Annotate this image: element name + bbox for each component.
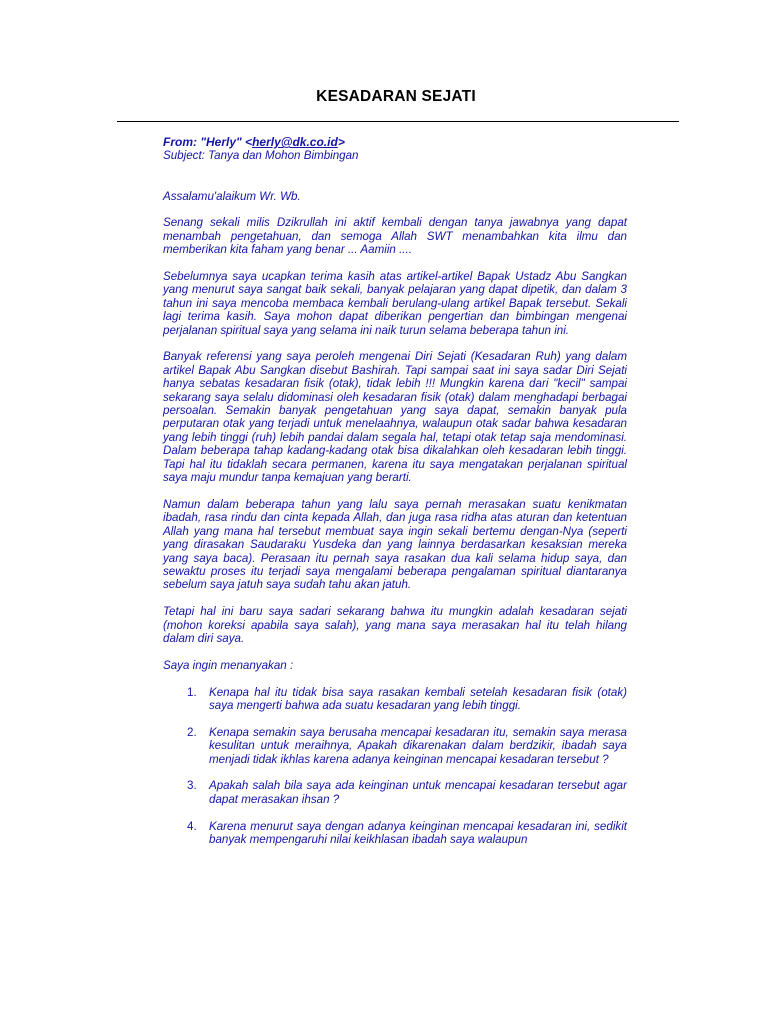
question-number: 3. — [187, 779, 197, 793]
from-email-link[interactable]: herly@dk.co.id — [252, 135, 338, 149]
question-number: 1. — [187, 685, 197, 699]
question-item — [163, 686, 627, 713]
subject-line: Subject: Tanya dan Mohon Bimbingan — [163, 149, 359, 163]
questions-intro: Saya ingin menanyakan : — [163, 658, 294, 672]
email-header — [163, 136, 627, 163]
question-number: 4. — [187, 819, 197, 833]
question-number: 2. — [187, 725, 197, 739]
paragraph: Namun dalam beberapa tahun yang lalu saya pernah merasakan suatu kenikmatan ibadah, rasa rindu dan cinta kepada Allah, dan juga rasa ridha atas aturan dan ketentuan Allah yang mana hal tersebut membuat saya ingin sekali bertemu dengan-Nya (seperti yang dirasakan Saudaraku Yusdeka dan yang lainnya berdasarkan kesaksian mereka yang saya baca). Perasaan itu pernah saya rasakan dua kali selama hidup saya, dan sewaktu proses itu terjadi saya mengalami beberapa pengalaman spiritual diantaranya sebelum saya jatuh saya sudah tahu akan jatuh. — [163, 497, 627, 592]
question-text: Karena menurut saya dengan adanya keinginan mencapai kesadaran ini, sedikit banyak mempengaruhi nilai keikhlasan ibadah saya walaupun — [209, 819, 627, 846]
question-text: Apakah salah bila saya ada keinginan untuk mencapai kesadaran tersebut agar dapat merasakan ihsan ? — [209, 779, 627, 806]
title-divider — [117, 121, 679, 122]
paragraph: Sebelumnya saya ucapkan terima kasih atas artikel-artikel Bapak Ustadz Abu Sangkan yang menurut saya sangat baik sekali, banyak pelajaran yang dapat dipetik, dan dalam 3 tahun ini saya mencoba membaca kembali berulang-ulang artikel Bapak tersebut. Sekali lagi terima kasih. Saya mohon dapat diberikan pengertian dan bimbingan mengenai perjalanan spiritual saya yang selama ini naik turun selama beberapa tahun ini. — [163, 270, 627, 337]
greeting: Assalamu'alaikum Wr. Wb. — [163, 189, 301, 203]
letter-body — [163, 136, 627, 860]
question-text: Kenapa semakin saya berusaha mencapai kesadaran itu, semakin saya merasa kesulitan untuk meraihnya, Apakah dikarenakan dalam berdzikir, ibadah saya menjadi tidak ikhlas karena adanya keinginan mencapai kesadaran tersebut ? — [209, 725, 627, 766]
from-suffix: > — [337, 135, 345, 149]
paragraph: Senang sekali milis Dzikrullah ini aktif kembali dengan tanya jawabnya yang dapat menambah pengetahuan, dan semoga Allah SWT menambahkan kita ilmu dan memberikan kita faham yang benar ... Aamiin .... — [163, 216, 627, 257]
from-prefix: From: "Herly" < — [163, 135, 253, 149]
from-line — [163, 135, 345, 149]
document-title: KESADARAN SEJATI — [316, 88, 476, 105]
paragraph: Banyak referensi yang saya peroleh mengenai Diri Sejati (Kesadaran Ruh) yang dalam artikel Bapak Abu Sangkan disebut Bashirah. Tapi sampai saat ini saya sadar Diri Sejati hanya sebatas kesadaran fisik (otak), tidak lebih !!! Mungkin karena dari "kecil" sampai sekarang saya selalu didominasi oleh kesadaran fisik (otak) dalam menghadapi berbagai persoalan. Semakin banyak pengetahuan yang saya dapat, semakin banyak pula perputaran otak yang terjadi untuk menelaahnya, walaupun otak sadar bahwa kesadaran yang lebih tinggi (ruh) lebih pandai dalam segala hal, tetapi otak tetap saja mendominasi. Dalam beberapa tahap kadang-kadang otak bisa dikalahkan oleh kesadaran lebih tinggi. Tapi hal itu tidaklah secara permanen, karena itu saya mengatakan perjalanan spiritual saya maju mundur tanpa kemajuan yang berarti. — [163, 350, 627, 485]
question-item — [163, 779, 627, 806]
paragraph: Tetapi hal ini baru saya sadari sekarang bahwa itu mungkin adalah kesadaran sejati (mohon koreksi apabila saya salah), yang mana saya merasakan hal itu telah hilang dalam diri saya. — [163, 605, 627, 645]
question-item — [163, 820, 627, 847]
question-item — [163, 726, 627, 766]
question-list — [163, 686, 627, 847]
question-text: Kenapa hal itu tidak bisa saya rasakan kembali setelah kesadaran fisik (otak) saya mengerti bahwa ada suatu kesadaran yang lebih tinggi. — [209, 685, 627, 712]
